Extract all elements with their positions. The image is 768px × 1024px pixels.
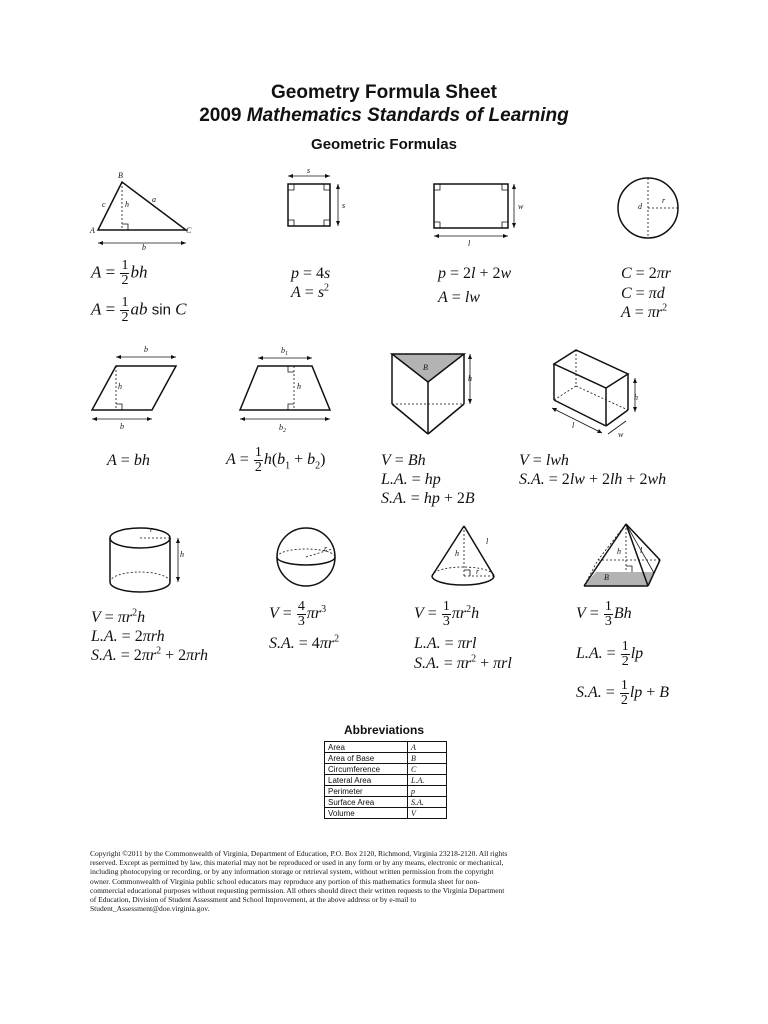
box-label-height: h [634,393,638,402]
cone-label-slant: l [486,537,489,546]
circle-label-radius: r [662,196,666,205]
pyramid-surface-area-formula: S.A. = $\frac{1}{2}$ lp + B [576,678,670,708]
box-volume-formula: V = lwh [519,452,569,469]
table-row [325,742,447,753]
abbr-term: Lateral Area [325,775,408,786]
abbr-symbol: p [408,786,447,797]
square-figure [282,168,352,240]
parallelogram-label-top-base: b [144,345,148,354]
box-label-width: w [618,430,624,439]
pyramid-label-slant: l [640,546,643,555]
box-label-length: l [572,421,575,430]
abbr-term: Surface Area [325,797,408,808]
section-heading: Geometric Formulas [311,136,457,153]
standards-year: 2009 [199,105,242,126]
abbreviations-heading: Abbreviations [343,723,424,737]
prism-label-base: B [423,363,428,372]
sphere-figure [274,526,344,592]
trapezoid-label-top-base [281,346,288,357]
pyramid-lateral-area-formula: L.A. = $\frac{1}{2}$ lp [576,639,644,669]
copyright-notice: Copyright ©2011 by the Commonwealth of Virginia, Department of Education, P.O. Box 2120, Richmond, Virginia 23218-2120. All rights reserved. Except as permitted by law, this material may not be reproduced or used in any form or by any means, electronic or mechanical, including photocopying or recording, or by any information storage or retrieval system, without written permission from the copyright owner. Commonwealth of Virginia public school educators may reproduce any portion of this mathematics formula sheet for non-commercial educational purposes without requesting permission. All others should direct their written requests to the Virginia Department of Education, Division of Student Assessment and School Improvement, at the above address or by e-mail to Student_Assessment@doe.virginia.gov. [90,849,508,914]
sphere-surface-area-formula: S.A. = $4\pi r^2$ [269,633,340,652]
triangle-area-sine-formula: A = $\frac{1}{2}$ ab sin C [91,295,187,325]
trapezoid-label-top-base-sub: 1 [285,351,288,357]
trapezoid-label-bottom-base [279,423,286,434]
rectangle-perimeter-formula: p = 2l + 2w [438,265,512,282]
square-label-top: s [307,166,311,175]
circle-label-diameter: d [638,202,642,211]
cylinder-volume-formula: $V = \pi r^2h$ [91,607,146,626]
circle-area-formula: $A = \pi r^2$ [621,302,668,321]
box-surface-area-formula: S.A. = 2lw + 2lh + 2wh [519,471,667,488]
triangle-label-side-a: a [152,195,156,204]
table-row [325,797,447,808]
triangular-prism-figure [388,350,478,440]
abbr-symbol: A [408,742,447,753]
cone-label-radius: r [476,567,480,576]
cylinder-label-height: h [180,550,184,559]
abbr-symbol: L.A. [408,775,447,786]
parallelogram-label-bottom-base: b [120,422,124,431]
cylinder-lateral-area-formula: L.A. = 2πrh [91,628,165,645]
cone-volume-formula: V = $\frac{1}{3}$ $\pi r^2h$ [414,599,480,629]
circle-figure [614,176,684,240]
cylinder-label-radius: r [150,525,154,534]
prism-surface-area-formula: S.A. = hp + 2B [381,490,475,507]
triangle-label-base: b [142,243,146,252]
square-label-side: s [342,201,346,210]
prism-volume-formula: V = Bh [381,452,426,469]
trapezoid-label-bottom-base-letter: b [279,423,283,432]
pyramid-label-base: B [604,573,609,582]
trapezoid-figure [236,344,336,434]
parallelogram-figure [88,344,188,430]
square-area-formula: $A = s^2$ [291,282,330,301]
trapezoid-label-top-base-letter: b [281,346,285,355]
rectangle-area-formula: A = lw [438,289,480,306]
page-title: Geometry Formula Sheet [271,82,497,103]
table-row [325,786,447,797]
rectangular-prism-figure [546,346,656,444]
pyramid-figure [578,520,682,592]
abbr-symbol: C [408,764,447,775]
page-subtitle-standards [0,105,768,127]
abbr-term: Perimeter [325,786,408,797]
abbr-symbol: S.A. [408,797,447,808]
circle-circumference-r-formula: C = 2πr [621,265,671,282]
cone-label-height: h [455,549,459,558]
triangle-label-vertex-a: A [90,226,95,235]
prism-lateral-area-formula: L.A. = hp [381,471,441,488]
prism-label-height: h [468,374,472,383]
triangle-label-side-c: c [102,200,106,209]
trapezoid-label-bottom-base-sub: 2 [283,428,286,434]
triangle-label-height: h [125,200,129,209]
table-row [325,764,447,775]
triangle-label-vertex-c: C [186,226,192,235]
pyramid-label-height: h [617,547,621,556]
abbr-term: Area [325,742,408,753]
abbreviations-table [324,741,447,819]
table-row [325,808,447,819]
circle-circumference-d-formula: C = πd [621,285,665,302]
sphere-label-radius: r [324,544,328,553]
trapezoid-area-formula: A = $\frac{1}{2}$ $h(b_1 + b_2)$ [226,445,326,475]
triangle-area-formula: A = $\frac{1}{2}$ bh [91,258,148,288]
rectangle-label-length: l [468,239,471,248]
rectangle-figure [428,180,533,250]
triangle-label-vertex-b: B [118,171,123,180]
cylinder-surface-area-formula: S.A. = $2\pi r^2 + 2\pi rh$ [91,645,209,664]
cone-figure [424,522,504,594]
pyramid-volume-formula: V = $\frac{1}{3}$ Bh [576,599,632,629]
cone-lateral-area-formula: L.A. = πrl [414,635,477,652]
abbr-symbol: V [408,808,447,819]
rectangle-label-width: w [518,202,524,211]
standards-name: Mathematics Standards of Learning [246,105,569,126]
abbr-term: Volume [325,808,408,819]
table-row [325,753,447,764]
abbr-term: Area of Base [325,753,408,764]
table-row [325,775,447,786]
parallelogram-area-formula: A = bh [107,452,150,469]
sphere-volume-formula: V = $\frac{4}{3}$ $\pi r^3$ [269,599,327,629]
cylinder-figure [104,524,194,600]
trapezoid-label-height: h [297,382,301,391]
parallelogram-label-height: h [118,382,122,391]
square-perimeter-formula: p = 4s [291,265,331,282]
triangle-figure [90,170,200,250]
abbr-symbol: B [408,753,447,764]
cone-surface-area-formula: S.A. = $\pi r^2 + \pi rl$ [414,653,512,672]
abbr-term: Circumference [325,764,408,775]
